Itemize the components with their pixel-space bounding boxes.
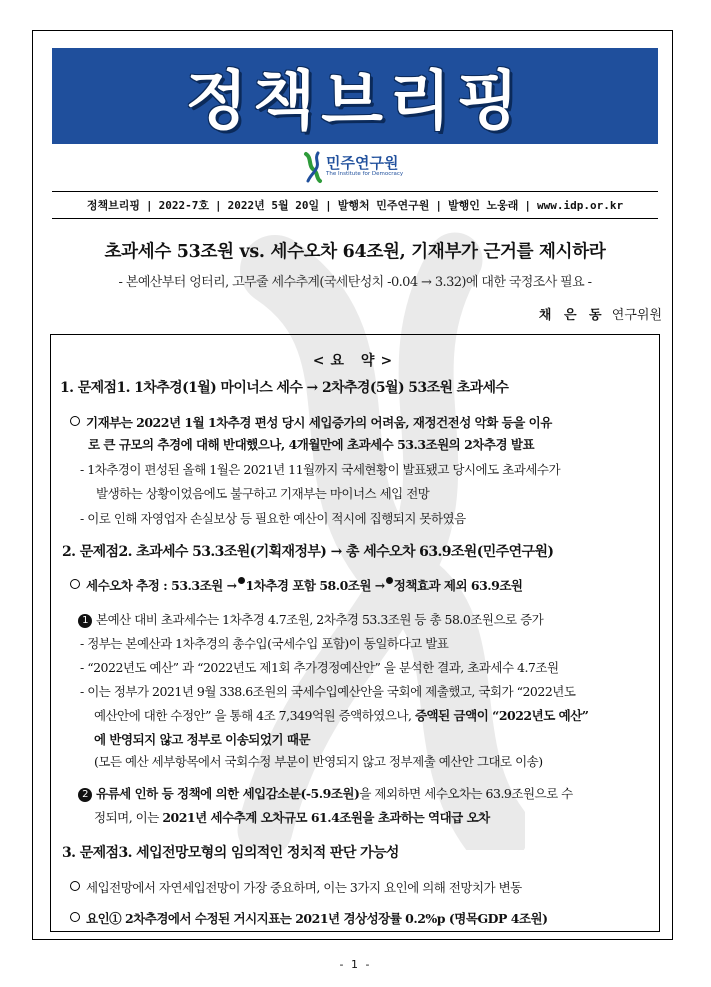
meta-website-link[interactable]: www.idp.or.kr <box>537 198 624 212</box>
meta-separator: | <box>435 198 443 212</box>
author-title: 연구위원 <box>611 308 662 323</box>
numbered-circle-2-icon: 2 <box>78 788 92 802</box>
section-1-dash-item-1: - 1차추경이 편성된 올해 1월은 2021년 11월까지 국세현황이 발표됐고 당시에도 초과세수가 <box>80 462 561 477</box>
meta-separator: | <box>325 198 332 212</box>
section-1-bullet-line-1: 기재부는 2022년 1월 1차추경 편성 당시 세입증가의 어려움, 재정건전성 악화 등을 이유 <box>70 413 552 431</box>
section-3-item-2: 요인① 2차추경에서 수정된 거시지표는 2021년 경상성장률 0.2%p (명목GDP 4조원) <box>70 909 547 927</box>
section-2-point-2: 2 유류세 인하 등 정책에 의한 세입감소분(-5.9조원)을 제외하면 세수오차는 63.9조원으로 수 <box>78 784 573 802</box>
author-line <box>539 304 662 323</box>
institute-logo-mark-icon <box>302 150 326 184</box>
section-3-heading: 3. 문제점3. 세입전망모형의 임의적인 정치적 판단 가능성 <box>62 845 399 861</box>
hollow-circle-bullet-icon <box>70 912 80 922</box>
hollow-circle-bullet-icon <box>70 416 80 426</box>
section-2-point-2-cont: 정되며, 이는 2021년 세수추계 오차규모 61.4조원을 초과하는 역대급 오차 <box>94 810 490 825</box>
meta-separator: | <box>524 198 532 212</box>
institute-tagline: The Institute for Democracy <box>326 171 404 177</box>
meta-date: 2022년 5월 20일 <box>227 199 320 212</box>
summary-heading: <요 약> <box>312 353 399 369</box>
meta-separator: | <box>146 198 153 212</box>
section-2-estimate-line: 세수오차 추정 : 53.3조원 → 1차추경 포함 58.0조원 → 정책효과 제외 63.9조원 <box>70 576 523 594</box>
institute-logo <box>302 150 412 184</box>
page-number: - 1 - <box>339 958 372 971</box>
section-2-heading: 2. 문제점2. 초과세수 53.3조원(기획재정부) → 총 세수오차 63.9조원(민주연구원) <box>62 544 554 560</box>
section-3-item-1: 세입전망에서 자연세입전망이 가장 중요하며, 이는 3가지 요인에 의해 전망치가 변동 <box>70 878 522 896</box>
author-name: 채 은 동 <box>538 308 606 323</box>
section-2-item-3-emphasis: 에 반영되지 않고 정부로 이송되었기 때문 <box>94 732 311 747</box>
section-2-item-3-note: (모든 예산 세부항목에서 국회수정 부분이 반영되지 않고 정부제출 예산안 그대로 이송) <box>94 754 543 769</box>
section-1-dash-item-1-cont: 발생하는 상황이었음에도 불구하고 기재부는 마이너스 세입 전망 <box>96 486 430 501</box>
numbered-circle-1-icon: 1 <box>78 614 92 628</box>
small-dot-icon <box>238 577 245 584</box>
meta-issuer: 발행인 노웅래 <box>448 199 519 212</box>
meta-publisher: 발행처 민주연구원 <box>337 199 430 212</box>
publication-meta-bar <box>52 191 658 219</box>
briefing-title: 초과세수 53조원 vs. 세수오차 64조원, 기재부가 근거를 제시하라 <box>104 242 606 262</box>
section-2-item-1: - 정부는 본예산과 1차추경의 총수입(국세수입 포함)이 동일하다고 발표 <box>80 636 449 651</box>
institute-name: 민주연구원 <box>326 154 399 172</box>
section-2-point-1: 1 본예산 대비 초과세수는 1차추경 4.7조원, 2차추경 53.3조원 등 총 58.0조원으로 증가 <box>78 610 543 628</box>
hollow-circle-bullet-icon <box>70 579 80 589</box>
section-2-item-3: - 이는 정부가 2021년 9월 338.6조원의 국세수입예산안을 국회에 제출했고, 국회가 “2022년도 <box>80 684 576 699</box>
header-banner <box>52 48 658 144</box>
section-1-bullet-line-2: 로 큰 규모의 추경에 대해 반대했으나, 4개월만에 초과세수 53.3조원의 2차추경 발표 <box>88 437 535 452</box>
briefing-subtitle: - 본예산부터 엉터리, 고무줄 세수추계(국세탄성치 -0.04 → 3.32)에 대한 국정조사 필요 - <box>118 275 592 290</box>
section-1-dash-item-2: - 이로 인해 자영업자 손실보상 등 필요한 예산이 적시에 집행되지 못하였음 <box>80 511 466 526</box>
section-2-item-3-cont: 예산안에 대한 수정안” 을 통해 4조 7,349억원 증액하였으나, 증액된 금액이 “2022년도 예산” <box>94 708 589 723</box>
banner-title: 정책브리핑 <box>185 65 525 139</box>
meta-separator: | <box>215 198 222 212</box>
meta-issue: 2022-7호 <box>158 199 210 212</box>
small-dot-icon <box>386 577 393 584</box>
section-1-heading: 1. 문제점1. 1차추경(1월) 마이너스 세수 → 2차추경(5월) 53조원 초과세수 <box>60 380 509 396</box>
meta-series: 정책브리핑 <box>86 199 141 212</box>
hollow-circle-bullet-icon <box>70 881 80 891</box>
section-2-item-2: - “2022년도 예산” 과 “2022년도 제1회 추가경정예산안” 을 분석한 결과, 초과세수 4.7조원 <box>80 660 559 675</box>
